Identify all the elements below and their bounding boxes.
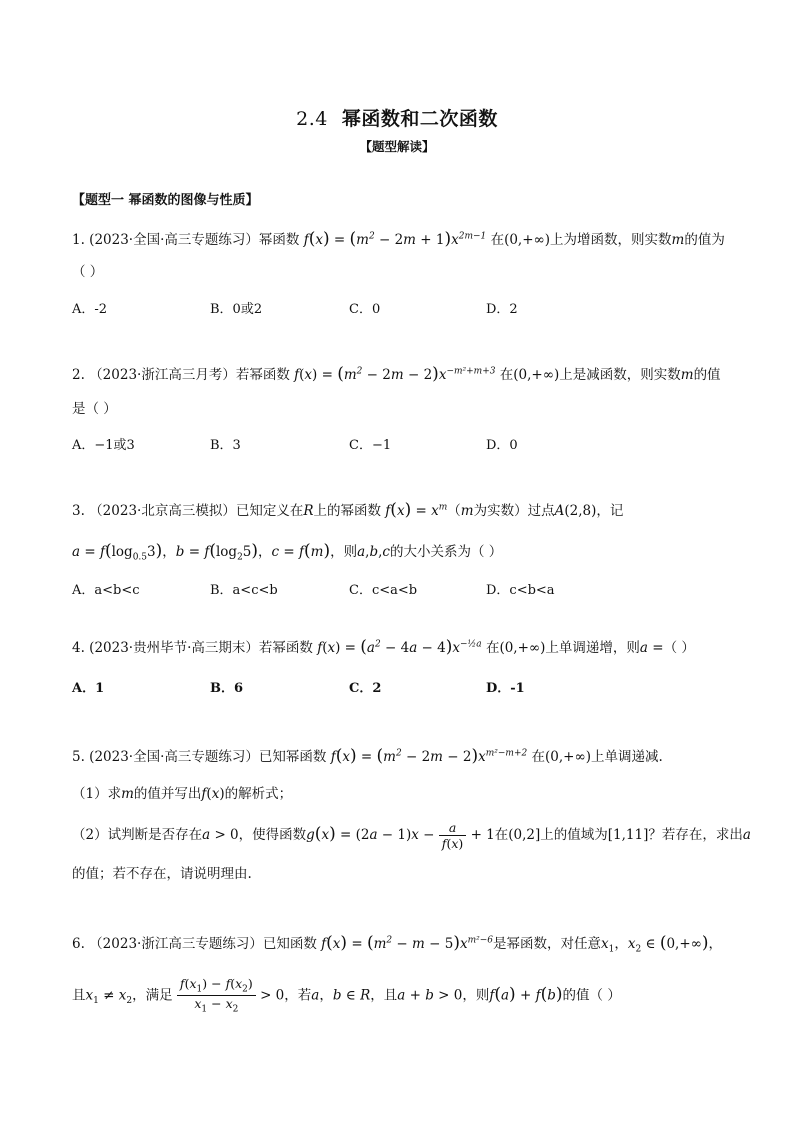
question-5-part1: （1）求m的值并写出f(x)的解析式； [72, 786, 293, 802]
option-a: A．-2 [72, 302, 108, 317]
chapter-title: 幂函数和二次函数 [341, 108, 498, 130]
option-a: A．−1或3 [72, 438, 135, 453]
option-c: C．c<a<b [349, 583, 418, 598]
option-c: C．−1 [349, 438, 392, 453]
option-d: D．0 [486, 438, 518, 453]
option-c: C．2 [349, 681, 382, 696]
question-1-paren: （ ） [72, 264, 104, 280]
option-c: C．0 [349, 302, 381, 317]
chapter-number: 2.4 [296, 108, 328, 130]
question-6-line2: 且$x_1 \ne x_2$，满足 $\frac{f(x_1) - f(x_2)}{x_1 - x_2}$ > 0，若a，b ∈ R，且a + b > 0，则f(a) + f(b)的值（ ） [72, 976, 621, 1015]
page-title [0, 104, 794, 131]
question-5-stem: 5. (2023·全国·高三专题练习）已知幂函数 $f(x) = (m^2 - 2m - 2)x^{m^2-m+2}$ 在(0,+∞)上单调递减. [72, 746, 663, 766]
question-5-line3: 的值；若不存在，请说明理由. [72, 866, 252, 882]
option-d: D．-1 [486, 681, 525, 696]
option-b: B．6 [210, 681, 244, 696]
question-5-part2: （2）试判断是否存在a > 0，使得函数g(x) = (2a − 1)x − $\frac{a}{f(x)}$ + 1在(0,2]上的值域为[1,11]？若存在，求出a [72, 820, 751, 851]
question-3-line2: $a = f(\log_{0.5}3)$，$b = f(\log_25)$，c = f(m)，则a,b,c的大小关系为（ ） [72, 541, 503, 563]
question-2-line2: 是（ ） [72, 401, 117, 417]
question-3-stem: 3. （2023·北京高三模拟）已知定义在R上的幂函数 $f(x) = x^m(m$为实数）过点A(2,8)，记 [72, 500, 624, 520]
page-subtitle: 【题型解读】 [359, 139, 435, 154]
question-4-stem: 4. (2023·贵州毕节·高三期末）若幂函数 $f(x) = (a^2 - 4a - 4)x^{-\frac{1}{2}a}$ 在(0,+∞)上单调递增，则a =（ ） [72, 637, 695, 657]
option-b: B．3 [210, 438, 241, 453]
option-d: D．c<b<a [486, 583, 555, 598]
section-heading: 【题型一 幂函数的图像与性质】 [72, 193, 259, 208]
option-a: A．1 [72, 681, 105, 696]
question-6-stem: 6. （2023·浙江高三专题练习）已知函数 $f(x) = (m^2 - m - 5)x^{m^2-6}$是幂函数，对任意$x_1$，$x_2$ ∈ (0,+∞)， [72, 933, 723, 955]
option-a: A．a<b<c [72, 583, 140, 598]
option-b: B．a<c<b [210, 583, 278, 598]
question-1-stem: 1. (2023·全国·高三专题练习）幂函数 $f(x) = (m^2 - 2m + 1)x^{2m-1}$ 在(0,+∞)上为增函数，则实数m的值为 [72, 229, 725, 249]
question-2-stem: 2. （2023·浙江高三月考）若幂函数 $f(x) = (m^2 - 2m - 2)x^{-m^2+m+3}$ 在(0,+∞)上是减函数，则实数m的值 [72, 364, 721, 384]
option-d: D．2 [486, 302, 518, 317]
option-b: B．0或2 [210, 302, 263, 317]
